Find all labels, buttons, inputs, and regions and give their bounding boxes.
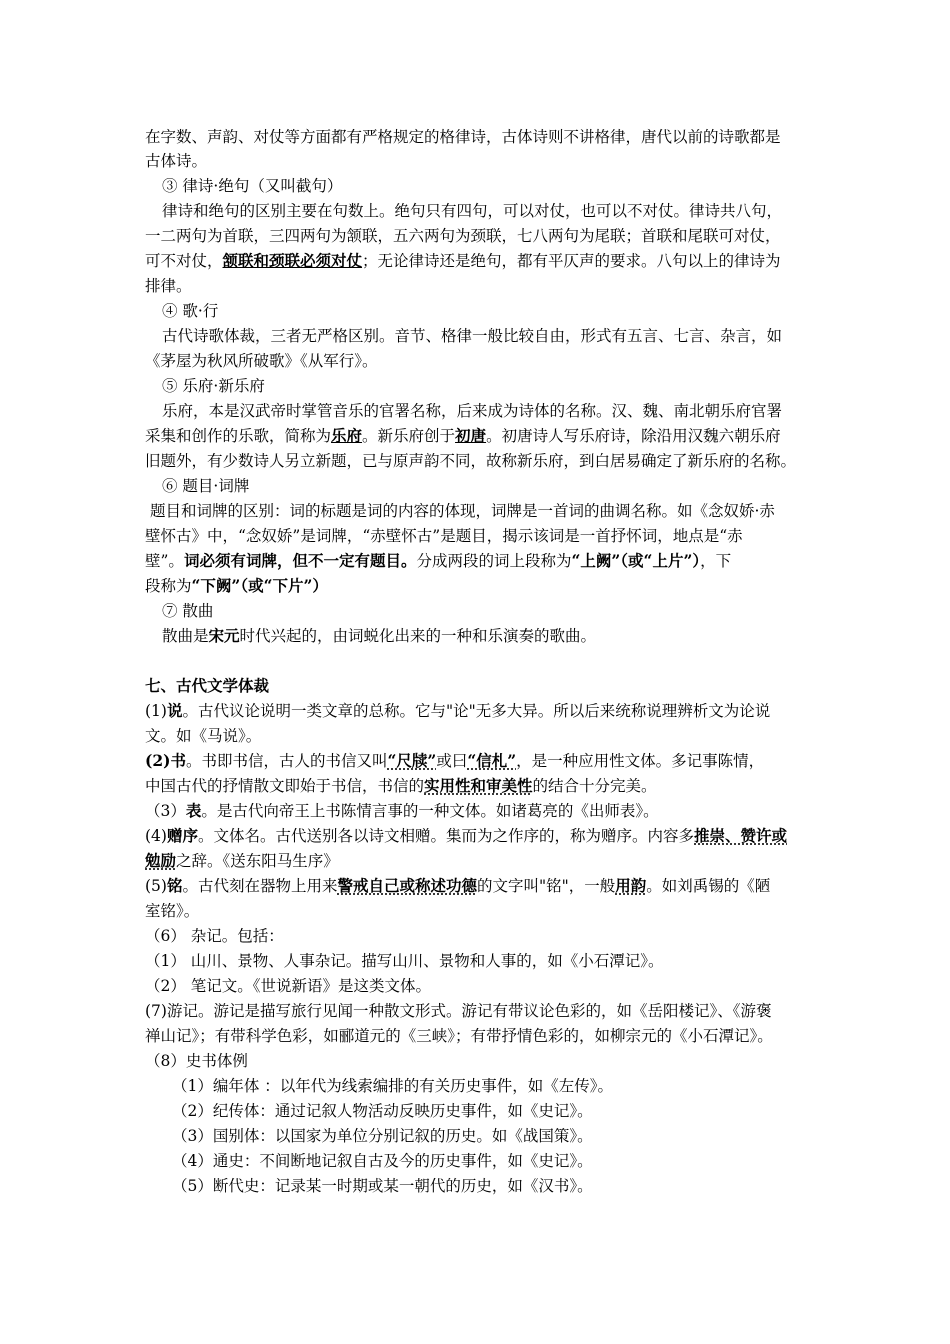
paragraph-line: 壁怀古》中，“念奴娇”是词牌，“赤壁怀古”是题目，揭示该词是一首抒怀词，地点是“赤 [145,527,743,545]
text-run: 可不对仗， [145,252,223,270]
text-run: ，下 [700,552,732,570]
text-run: ，是一种应用性文体。多记事陈情， [516,752,765,770]
subheading-lvshi-jueju: ③ 律诗·绝句（又叫截句） [162,177,343,195]
list-item: （4）通史：不间断地记叙自古及今的历史事件，如《史记》。 [172,1152,593,1170]
paragraph-line: 文。如《马说》。 [145,727,262,745]
paragraph-line [145,775,825,797]
emphasis-text: 宋元 [208,626,240,645]
paragraph-line: 古代诗歌体裁，三者无严格区别。音节、格律一般比较自由，形式有五言、七言、杂言，如 [162,327,783,345]
paragraph-line [145,575,825,597]
text-run: （3） [145,802,186,820]
section-heading: 七、古代文学体裁 [145,677,270,695]
paragraph-line [145,700,825,722]
text-run: (1) [145,702,167,720]
paragraph-line: 在字数、声韵、对仗等方面都有严格规定的格律诗，古体诗则不讲格律，唐代以前的诗歌都是 [145,128,781,146]
text-run: 采集和创作的乐歌，简称为 [145,427,332,445]
paragraph-line: 排律。 [145,277,192,295]
emphasis-text: 勉励 [145,851,177,870]
text-run: 的结合十分完美。 [532,777,657,795]
paragraph-line: （8）史书体例 [145,1052,248,1070]
text-run: 的文字叫"铭"，一般 [477,877,616,895]
list-item: （2）纪传体：通过记叙人物活动反映历史事件，如《史记》。 [172,1102,593,1120]
paragraph-line: 律诗和绝句的区别主要在句数上。绝句只有四句，可以对仗，也可以不对仗。律诗共八句， [162,202,783,220]
emphasis-text: “尺牍” [387,751,437,770]
text-run: (4) [145,827,167,845]
emphasis-text: “下阙”（或“下片”） [191,576,328,595]
text-run: 。古代议论说明一类文章的总称。它与"论"无多大异。所以后来统称说理辨析文为论说 [182,702,771,720]
text-run: (5) [145,877,167,895]
list-item: （2） 笔记文。《世说新语》是这类文体。 [145,977,432,995]
paragraph-line: 古体诗。 [145,152,208,170]
emphasis-text: 说 [166,701,183,720]
emphasis-text: 乐府 [331,426,363,445]
paragraph-line: 禅山记》；有带科学色彩，如郦道元的《三峡》；有带抒情色彩的，如柳宗元的《小石潭记》。 [145,1027,773,1045]
paragraph-line [145,550,825,572]
text-run: 。是古代向帝王上书陈情言事的一种文体。如诸葛亮的《出师表》。 [201,802,659,820]
emphasis-text: (2)书 [145,751,186,770]
text-run: 。古代刻在器物上用来 [182,877,338,895]
text-run: 散曲是 [162,627,209,645]
list-item: （5）断代史：记录某一时期或某一朝代的历史，如《汉书》。 [172,1177,593,1195]
text-run: 。新乐府创于 [362,427,456,445]
paragraph-line: 题目和词牌的区别：词的标题是词的内容的体现，词牌是一首词的曲调名称。如《念奴娇·赤 [150,502,775,520]
subheading-ge-xing: ④ 歌·行 [162,302,219,320]
text-run: ；无论律诗还是绝句，都有平仄声的要求。八句以上的律诗为 [362,252,781,270]
emphasis-text: 推崇、赞许或 [694,826,788,845]
emphasis-text: 颔联和颈联必须对仗 [222,251,363,270]
emphasis-text: “信札” [467,751,517,770]
paragraph-line: 旧题外，有少数诗人另立新题，已与原声韵不同，故称新乐府，到白居易确定了新乐府的名称。 [145,452,797,470]
text-run: 分成两段的词上段称为 [416,552,572,570]
paragraph-line: 乐府，本是汉武帝时掌管音乐的官署名称，后来成为诗体的名称。汉、魏、南北朝乐府官署 [162,402,783,420]
paragraph-line [162,625,842,647]
text-run: 壁”。 [145,552,184,570]
list-item: （1） 山川、景物、人事杂记。描写山川、景物和人事的，如《小石潭记》。 [145,952,664,970]
subheading-yuefu: ⑤ 乐府·新乐府 [162,377,265,395]
subheading-timu-cipai: ⑥ 题目·词牌 [162,477,250,495]
text-run: 。文体名。古代送别各以诗文相赠。集而为之作序的，称为赠序。内容多 [197,827,694,845]
paragraph-line [145,750,825,772]
paragraph-line: (7)游记。游记是描写旅行见闻一种散文形式。游记有带议论色彩的，如《岳阳楼记》、《游褒 [145,1002,772,1020]
emphasis-text: 警戒自己或称述功德 [337,876,478,895]
text-run: 中国古代的抒情散文即始于书信，书信的 [145,777,425,795]
paragraph-line: 室铭》。 [145,902,200,920]
paragraph-line [145,850,825,872]
list-item: （1）编年体 ：以年代为线索编排的有关历史事件，如《左传》。 [172,1077,614,1095]
text-run: 段称为 [145,577,192,595]
emphasis-text: 赠序 [166,826,198,845]
text-run: 之辞。《送东阳马生序》 [176,852,339,870]
emphasis-text: 用韵 [615,876,647,895]
paragraph-line: （6） 杂记。包括： [145,927,284,945]
paragraph-line [145,425,825,447]
emphasis-text: “上阙”（或“上片”） [571,551,701,570]
paragraph-line: 一二两句为首联，三四两句为颔联，五六两句为颈联，七八两句为尾联；首联和尾联可对仗， [145,227,781,245]
paragraph-line [145,875,825,897]
text-run: 。如刘禹锡的《陋 [646,877,771,895]
paragraph-line [145,825,825,847]
text-run: 。书即书信，古人的书信又叫 [185,752,388,770]
emphasis-text: 表 [185,801,202,820]
emphasis-text: 词必须有词牌，但不一定有题目。 [183,551,417,570]
emphasis-text: 初唐 [455,426,487,445]
text-run: 。初唐诗人写乐府诗，除沿用汉魏六朝乐府 [486,427,781,445]
text-run: 或曰 [436,752,468,770]
emphasis-text: 实用性和审美性 [424,776,533,795]
paragraph-line: 《茅屋为秋风所破歌》《从军行》。 [145,352,378,370]
text-run: 时代兴起的，由词蜕化出来的一种和乐演奏的歌曲。 [239,627,597,645]
subheading-sanqu: ⑦ 散曲 [162,602,214,620]
list-item: （3）国别体：以国家为单位分别记叙的历史。如《战国策》。 [172,1127,593,1145]
paragraph-line [145,250,825,272]
paragraph-line [145,800,825,822]
emphasis-text: 铭 [166,876,183,895]
